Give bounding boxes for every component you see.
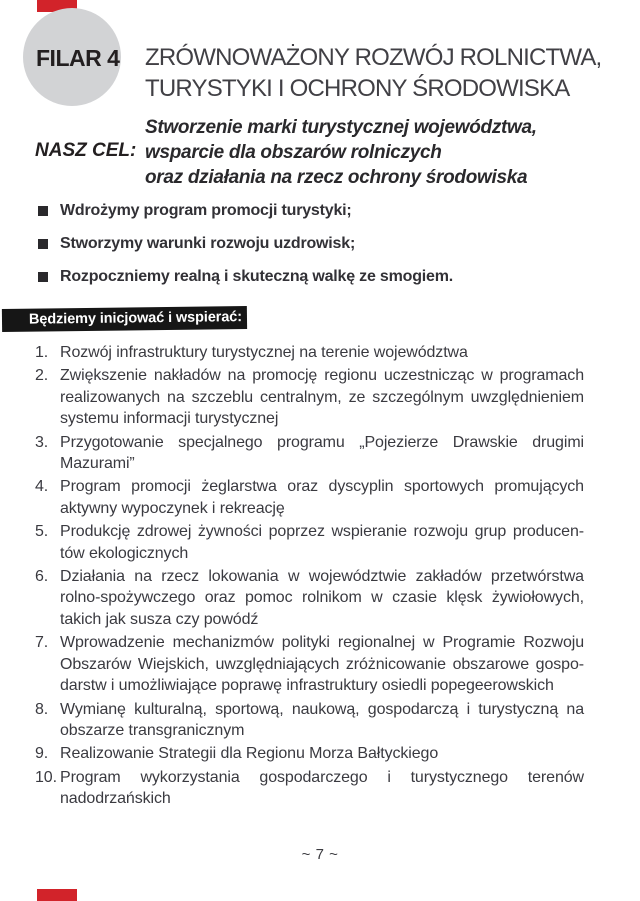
list-item-line: Działania na rzecz lokowania w województwie zakładów przetwórstwa (60, 568, 584, 586)
list-item-lines (60, 632, 584, 696)
list-item-line: Produkcję zdrowej żywności poprzez wspieranie rozwoju grup producen- (60, 523, 584, 541)
list-item-number: 10. (35, 768, 57, 786)
list-item (35, 767, 584, 810)
list-item-number: 7. (35, 634, 49, 652)
list-item-line: Program promocji żeglarstwa oraz dyscyplin sportowych promujących (60, 478, 584, 496)
list-item-line: nadodrzańskich (60, 790, 171, 808)
bullet-text: Wdrożymy program promocji turystyki; (60, 202, 352, 219)
list-item-lines (60, 566, 584, 630)
list-item-number: 1. (35, 344, 49, 361)
list-item-lines (60, 476, 584, 519)
list-item-line: realizowanych na szczeblu centralnym, ze szczególnym uwzględnieniem (60, 388, 584, 406)
list-item-lines (60, 699, 584, 742)
list-item-line: takich jak susza czy powódź (60, 610, 259, 628)
list-item (35, 432, 584, 475)
list-item-line: Zwiększenie nakładów na promocję regionu uczestnicząc w programach (60, 367, 584, 385)
list-item-line: Obszarów Wiejskich, uwzględniających zróżnicowanie obszarowe gospo- (60, 655, 584, 673)
bullet-item (38, 201, 453, 221)
square-bullet-icon (38, 239, 48, 249)
list-item-line: aktywny wypoczynek i rekreację (60, 499, 285, 517)
list-item (35, 632, 584, 696)
list-item-line: Wymianę kulturalną, sportową, naukową, gospodarczą i turystyczną na (60, 700, 584, 718)
goal-statement-line: Stworzenie marki turystycznej województwa, (145, 117, 537, 138)
list-item (35, 342, 584, 363)
list-item-line: darstw i umożliwiające poprawę infrastruktury osiedli popegeerowskich (60, 677, 554, 695)
list-item-lines (60, 342, 584, 363)
list-item-lines (60, 743, 584, 764)
list-item (35, 699, 584, 742)
goal-statement-line: oraz działania na rzecz ochrony środowiska (145, 167, 528, 188)
list-item-lines (60, 767, 584, 810)
page-title-line: ZRÓWNOWAŻONY ROZWÓJ ROLNICTWA, (145, 44, 602, 71)
square-bullet-icon (38, 206, 48, 216)
list-item-lines (60, 521, 584, 564)
bullet-item (38, 234, 453, 254)
list-item-line: Rozwój infrastruktury turystycznej na terenie województwa (60, 344, 468, 361)
list-item (35, 743, 584, 764)
list-item (35, 521, 584, 564)
list-item-line: Wprowadzenie mechanizmów polityki regionalnej w Programie Rozwoju (60, 634, 584, 652)
red-edge-mark-bottom (37, 889, 77, 901)
section-header: Będziemy inicjować i wspierać: (28, 309, 243, 328)
list-item-number: 3. (35, 433, 49, 451)
list-item-line: Realizowanie Strategii dla Regionu Morza Bałtyckiego (60, 745, 439, 763)
bullet-list (38, 201, 453, 300)
list-item-lines (60, 365, 584, 429)
page-title-line: TURYSTYKI I OCHRONY ŚRODOWISKA (145, 75, 570, 102)
list-item-line: Przygotowanie specjalnego programu „Pojezierze Drawskie drugimi (60, 433, 584, 451)
list-item-line: obszarze transgranicznym (60, 721, 245, 739)
numbered-list (35, 342, 584, 812)
list-item (35, 476, 584, 519)
list-item-number: 6. (35, 568, 49, 586)
list-item-number: 4. (35, 478, 49, 496)
bullet-text: Stworzymy warunki rozwoju uzdrowisk; (60, 235, 356, 252)
list-item-line: Mazurami” (60, 455, 135, 473)
pillar-label: FILAR 4 (36, 45, 120, 71)
page-title (145, 42, 601, 104)
goal-statement (145, 115, 537, 190)
square-bullet-icon (38, 272, 48, 282)
section-header-band (2, 306, 247, 332)
list-item-number: 8. (35, 700, 49, 718)
list-item-number: 5. (35, 523, 49, 541)
bullet-item (38, 267, 453, 287)
list-item-lines (60, 432, 584, 475)
list-item-line: tów ekologicznych (60, 544, 189, 562)
list-item-number: 9. (35, 745, 49, 763)
goal-statement-line: wsparcie dla obszarów rolniczych (145, 142, 442, 163)
page-number: ~ 7 ~ (301, 846, 339, 863)
list-item-line: systemu informacji turystycznej (60, 410, 279, 428)
list-item-number: 2. (35, 367, 49, 385)
list-item (35, 566, 584, 630)
list-item-line: Program wykorzystania gospodarczego i turystycznego terenów (60, 768, 584, 786)
goal-label: NASZ CEL: (35, 140, 137, 161)
list-item-line: rolno-spożywczego oraz pomoc rolnikom w czasie klęsk żywiołowych, (60, 589, 584, 607)
bullet-text: Rozpoczniemy realną i skuteczną walkę ze smogiem. (60, 268, 454, 285)
list-item (35, 365, 584, 429)
